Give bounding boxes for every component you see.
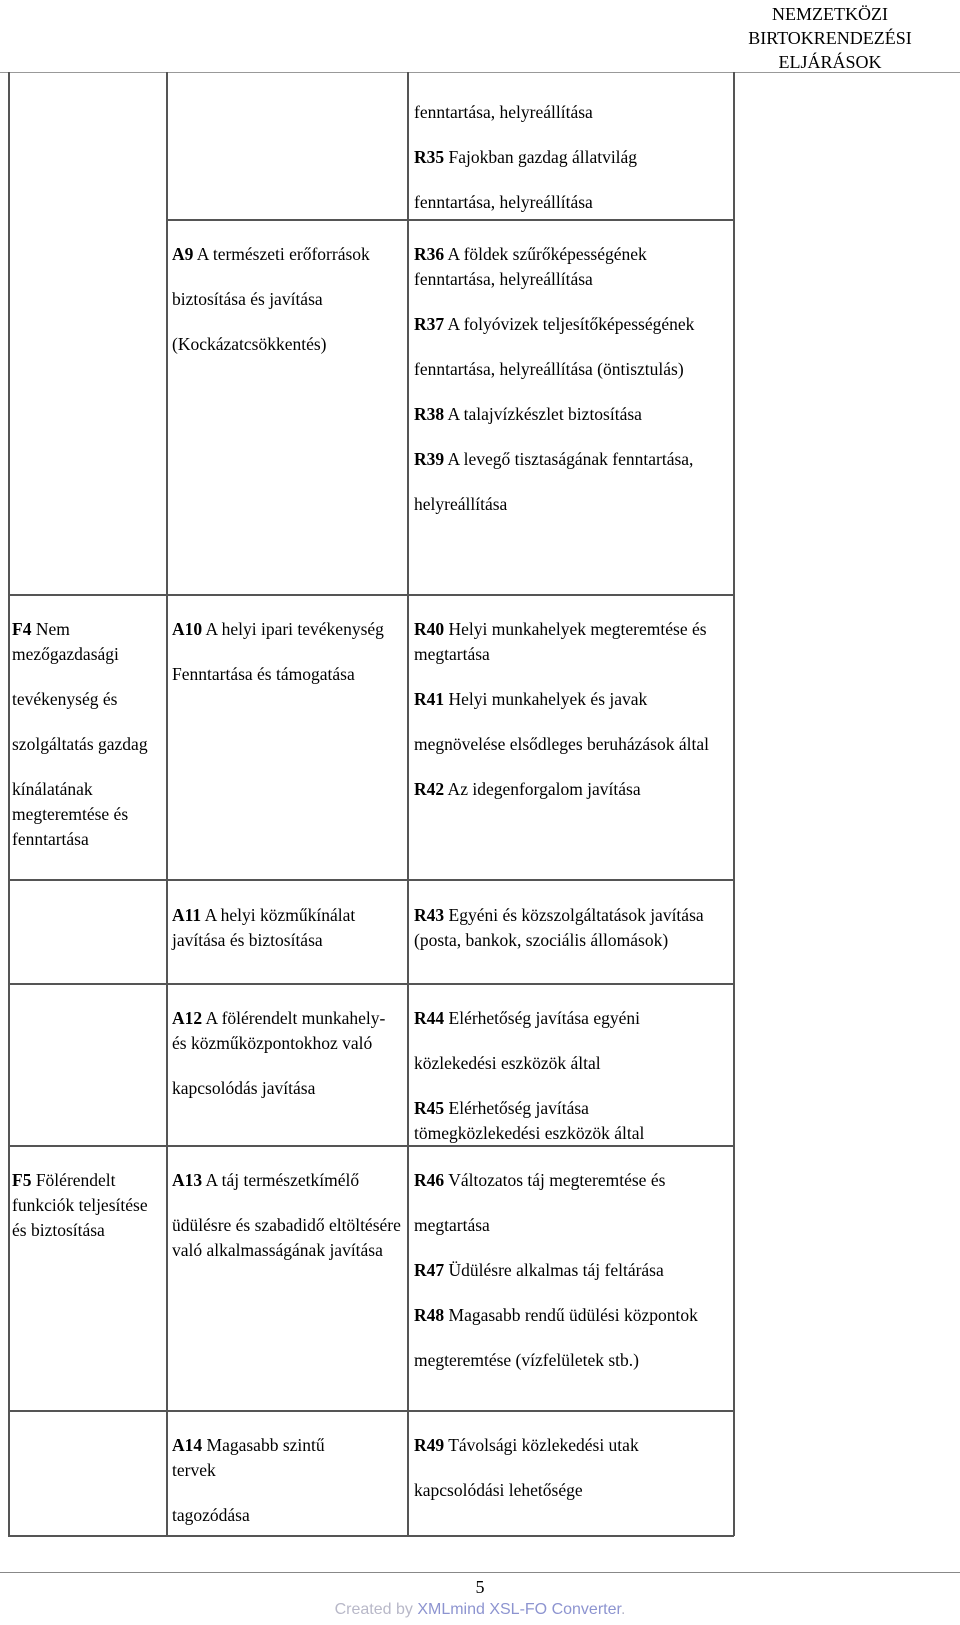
cell-text: Magasabb rendű üdülési központok <box>444 1305 698 1325</box>
cell-line <box>414 447 719 472</box>
cell-r3-col3 <box>414 617 726 802</box>
goal-code: R44 <box>414 1008 445 1028</box>
cell-text: A helyi ipari tevékenység <box>202 619 384 639</box>
cell-line <box>414 1478 724 1503</box>
cell-r2-col3 <box>414 242 719 517</box>
cell-text: helyreállítása <box>414 494 508 514</box>
cell-text: A helyi közműkínálat javítása és biztosítása <box>172 905 356 950</box>
created-by-notice <box>0 1601 960 1619</box>
goal-code: A14 <box>172 1435 203 1455</box>
cell-text: Fölérendelt funkciók teljesítése és biztosítása <box>12 1170 148 1240</box>
cell-r6-col3 <box>414 1168 724 1373</box>
cell-line <box>414 1433 724 1458</box>
cell-line <box>414 357 719 382</box>
goal-code: F5 <box>12 1170 32 1190</box>
cell-line <box>172 662 397 687</box>
cell-line <box>12 1168 154 1243</box>
goal-code: R43 <box>414 905 445 925</box>
goal-code: A12 <box>172 1008 203 1028</box>
cell-text: megnövelése elsődleges beruházások által <box>414 734 709 754</box>
cell-text: A természeti erőforrások <box>193 244 370 264</box>
goal-code: A13 <box>172 1170 203 1190</box>
goal-code: R39 <box>414 449 445 469</box>
cell-line <box>172 287 392 312</box>
cell-line <box>414 1348 724 1373</box>
cell-line <box>414 1051 706 1076</box>
cell-text: kapcsolódás javítása <box>172 1078 316 1098</box>
header-line: ELJÁRÁSOK <box>778 52 882 72</box>
goal-code: R45 <box>414 1098 445 1118</box>
cell-line <box>172 332 392 357</box>
cell-text: Az idegenforgalom javítása <box>444 779 641 799</box>
created-by-suffix: . <box>620 1601 626 1618</box>
cell-text: Elérhetőség javítása egyéni <box>444 1008 640 1028</box>
cell-r1-col3 <box>414 100 729 215</box>
table-border-bottom <box>8 1535 734 1537</box>
goal-code: A11 <box>172 905 202 925</box>
document-header <box>700 0 960 74</box>
cell-line <box>414 1213 724 1238</box>
cell-text: Egyéni és közszolgáltatások javítása (posta, bankok, szociális állomások) <box>414 905 704 950</box>
cell-text: Helyi munkahelyek megteremtése és megtartása <box>414 619 707 664</box>
cell-line <box>414 777 726 802</box>
footer-rule <box>0 1572 960 1573</box>
table-row-divider <box>8 1410 734 1412</box>
goal-code: R37 <box>414 314 445 334</box>
cell-text: megteremtése (vízfelületek stb.) <box>414 1350 639 1370</box>
cell-line <box>414 190 729 215</box>
cell-line <box>414 1258 724 1283</box>
header-line: BIRTOKRENDEZÉSI <box>748 28 912 48</box>
cell-text: A folyóvizek teljesítőképességének <box>444 314 695 334</box>
cell-line <box>414 1168 724 1193</box>
page-number: 5 <box>475 1577 485 1597</box>
goal-code: R40 <box>414 619 445 639</box>
cell-text: szolgáltatás gazdag <box>12 734 148 754</box>
goal-code: A10 <box>172 619 203 639</box>
cell-text: (Kockázatcsökkentés) <box>172 334 327 354</box>
cell-text: fenntartása, helyreállítása <box>414 192 593 212</box>
cell-line <box>172 1433 372 1483</box>
cell-r6-col2 <box>172 1168 402 1263</box>
cell-line <box>414 903 706 953</box>
cell-line <box>414 1006 706 1031</box>
cell-line <box>414 1303 724 1328</box>
goal-code: R41 <box>414 689 445 709</box>
cell-line <box>172 1213 402 1263</box>
cell-r2-col2 <box>172 242 392 357</box>
cell-line <box>12 617 160 667</box>
cell-line <box>12 777 160 852</box>
goal-code: R36 <box>414 244 445 264</box>
cell-r4-col2 <box>172 903 400 953</box>
goal-code: R38 <box>414 404 445 424</box>
table-border-left <box>8 72 10 1536</box>
cell-text: A levegő tisztaságának fenntartása, <box>444 449 694 469</box>
cell-line <box>414 687 726 712</box>
goal-code: R35 <box>414 147 445 167</box>
goal-code: A9 <box>172 244 194 264</box>
table-row-divider <box>166 219 734 221</box>
cell-text: közlekedési eszközök által <box>414 1053 601 1073</box>
cell-line <box>414 492 719 517</box>
cell-line <box>12 732 160 757</box>
table-row-divider <box>8 594 734 596</box>
goal-code: R48 <box>414 1305 445 1325</box>
cell-r5-col3 <box>414 1006 706 1146</box>
cell-text: Változatos táj megteremtése és <box>444 1170 666 1190</box>
goal-code: R47 <box>414 1260 445 1280</box>
created-by-prefix: Created by <box>334 1601 418 1618</box>
cell-text: megtartása <box>414 1215 490 1235</box>
cell-line <box>414 312 719 337</box>
cell-text: A talajvízkészlet biztosítása <box>444 404 642 424</box>
table-row-divider <box>8 879 734 881</box>
cell-line <box>414 242 719 292</box>
table-row-divider <box>8 983 734 985</box>
cell-text: fenntartása, helyreállítása (öntisztulás) <box>414 359 684 379</box>
cell-line <box>172 1006 397 1056</box>
cell-text: A fölérendelt munkahely- és közműközpontokhoz való <box>172 1008 386 1053</box>
table-column-divider <box>166 72 168 1536</box>
goal-code: R42 <box>414 779 445 799</box>
cell-text: Elérhetőség javítása tömegközlekedési eszközök által <box>414 1098 645 1143</box>
cell-line <box>414 402 719 427</box>
cell-r7-col3 <box>414 1433 724 1503</box>
cell-line <box>172 1503 372 1528</box>
goal-code: R46 <box>414 1170 445 1190</box>
cell-text: tevékenység és <box>12 689 118 709</box>
header-line: NEMZETKÖZI <box>772 4 888 24</box>
cell-text: kapcsolódási lehetősége <box>414 1480 583 1500</box>
cell-r7-col2 <box>172 1433 372 1528</box>
table-border-right <box>733 72 735 1536</box>
cell-text: biztosítása és javítása <box>172 289 323 309</box>
cell-text: Üdülésre alkalmas táj feltárása <box>444 1260 664 1280</box>
cell-line <box>12 687 160 712</box>
cell-text: üdülésre és szabadidő eltöltésére való alkalmasságának javítása <box>172 1215 401 1260</box>
cell-line <box>414 732 726 757</box>
cell-line <box>172 1168 402 1193</box>
cell-line <box>172 1076 397 1101</box>
goal-code: F4 <box>12 619 32 639</box>
cell-line <box>414 617 726 667</box>
goal-code: R49 <box>414 1435 445 1455</box>
cell-line <box>414 1096 706 1146</box>
cell-line <box>414 145 729 170</box>
cell-text: Fenntartása és támogatása <box>172 664 355 684</box>
cell-r6-col1 <box>12 1168 154 1243</box>
cell-line <box>172 242 392 267</box>
cell-line <box>172 617 397 642</box>
table-column-divider <box>407 72 409 1536</box>
cell-text: Helyi munkahelyek és javak <box>444 689 648 709</box>
converter-brand-link[interactable]: XMLmind XSL-FO Converter <box>417 1601 621 1618</box>
cell-r3-col2 <box>172 617 397 687</box>
cell-text: tagozódása <box>172 1505 250 1525</box>
cell-text: Nem mezőgazdasági <box>12 619 119 664</box>
cell-text: A földek szűrőképességének fenntartása, helyreállítása <box>414 244 647 289</box>
cell-text: kínálatának megteremtése és fenntartása <box>12 779 129 849</box>
cell-text: A táj természetkímélő <box>202 1170 360 1190</box>
cell-r3-col1 <box>12 617 160 852</box>
cell-text: Fajokban gazdag állatvilág <box>444 147 638 167</box>
cell-line <box>414 100 729 125</box>
cell-text: Magasabb szintű tervek <box>172 1435 325 1480</box>
header-rule <box>0 72 960 73</box>
cell-text: Távolsági közlekedési utak <box>444 1435 639 1455</box>
cell-text: fenntartása, helyreállítása <box>414 102 593 122</box>
cell-r5-col2 <box>172 1006 397 1101</box>
cell-line <box>172 903 400 953</box>
cell-r4-col3 <box>414 903 706 953</box>
